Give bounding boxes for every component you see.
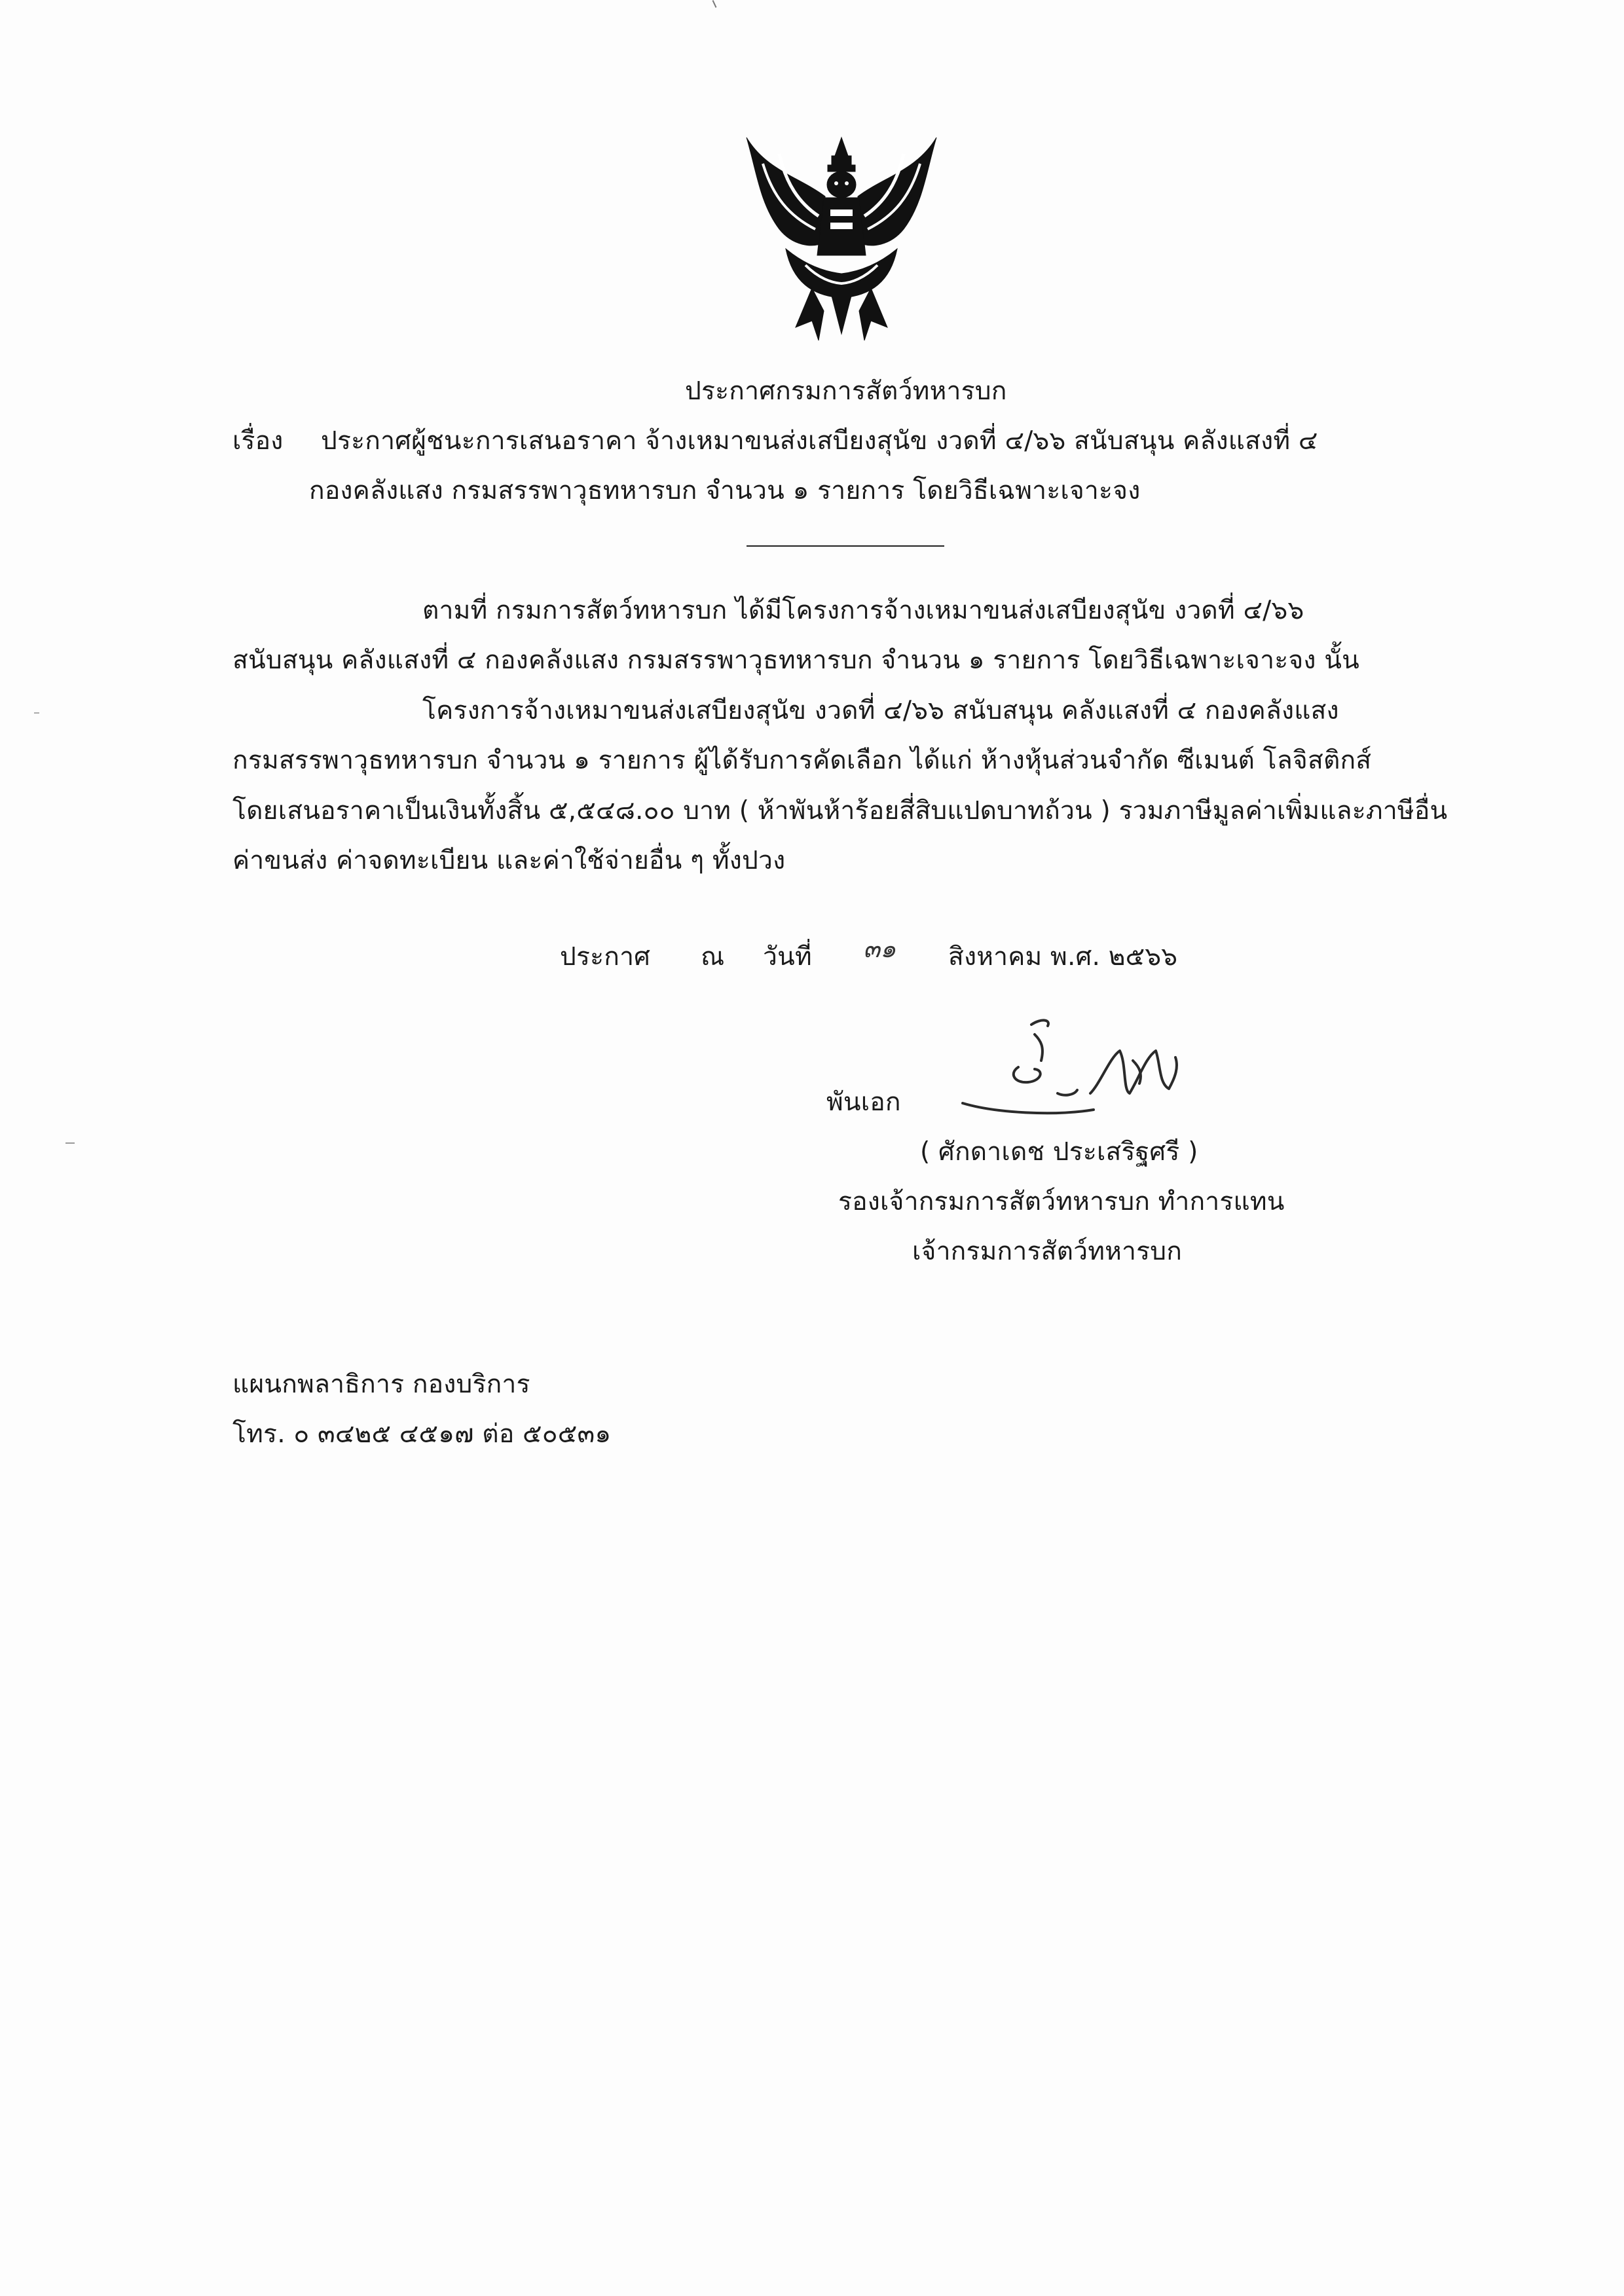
header-divider	[747, 545, 944, 547]
paragraph-2-line-2: กรมสรรพาวุธทหารบก จำนวน ๑ รายการ ผู้ได้รับการคัดเลือก ได้แก่ ห้างหุ้นส่วนจำกัด ซีเมนต์ โลจิสติกส์	[232, 746, 1372, 775]
scan-mark	[34, 712, 39, 714]
subject-label: เรื่อง	[232, 426, 284, 456]
paragraph-2-line-3: โดยเสนอราคาเป็นเงินทั้งสิ้น ๕,๕๔๘.๐๐ บาท ( ห้าพันห้าร้อยสี่สิบแปดบาทถ้วน ) รวมภาษีมูลค่าเพิ่มและภาษีอื่น	[232, 796, 1448, 826]
date-month-year: สิงหาคม พ.ศ. ๒๕๖๖	[948, 942, 1178, 972]
date-prefix: ประกาศ	[560, 942, 651, 972]
handwritten-signature-icon	[943, 1011, 1205, 1136]
announcement-title: ประกาศกรมการสัตว์ทหารบก	[685, 376, 1007, 406]
subject-line-1: ประกาศผู้ชนะการเสนอราคา จ้างเหมาขนส่งเสบียงสุนัข งวดที่ ๔/๖๖ สนับสนุน คลังแสงที่ ๔	[321, 426, 1318, 456]
subject-line-2: กองคลังแสง กรมสรรพาวุธทหารบก จำนวน ๑ รายการ โดยวิธีเฉพาะเจาะจง	[309, 476, 1141, 505]
scan-mark	[65, 1142, 75, 1144]
signer-position-line-2: เจ้ากรมการสัตว์ทหารบก	[912, 1237, 1183, 1266]
signer-rank: พันเอก	[826, 1087, 901, 1117]
signer-position-line-1: รองเจ้ากรมการสัตว์ทหารบก ทำการแทน	[838, 1187, 1285, 1216]
date-day-handwritten: ๓๑	[863, 934, 896, 963]
garuda-emblem-icon	[740, 124, 943, 347]
paragraph-1-line-2: สนับสนุน คลังแสงที่ ๔ กองคลังแสง กรมสรรพาวุธทหารบก จำนวน ๑ รายการ โดยวิธีเฉพาะเจาะจง นั้น	[232, 646, 1359, 675]
footer-phone: โทร. ๐ ๓๔๒๕ ๔๕๑๗ ต่อ ๕๐๕๓๑	[232, 1419, 612, 1449]
paragraph-2-line-4: ค่าขนส่ง ค่าจดทะเบียน และค่าใช้จ่ายอื่น ๆ ทั้งปวง	[232, 846, 786, 875]
signer-name: ( ศักดาเดช ประเสริฐศรี )	[920, 1137, 1198, 1167]
scan-mark	[712, 0, 717, 8]
paragraph-2-line-1: โครงการจ้างเหมาขนส่งเสบียงสุนัข งวดที่ ๔/๖๖ สนับสนุน คลังแสงที่ ๔ กองคลังแสง	[422, 696, 1339, 725]
date-day-label: วันที่	[763, 942, 812, 972]
date-at: ณ	[701, 942, 725, 972]
paragraph-1-line-1: ตามที่ กรมการสัตว์ทหารบก ได้มีโครงการจ้างเหมาขนส่งเสบียงสุนัข งวดที่ ๔/๖๖	[422, 596, 1304, 625]
footer-office: แผนกพลาธิการ กองบริการ	[232, 1370, 530, 1399]
